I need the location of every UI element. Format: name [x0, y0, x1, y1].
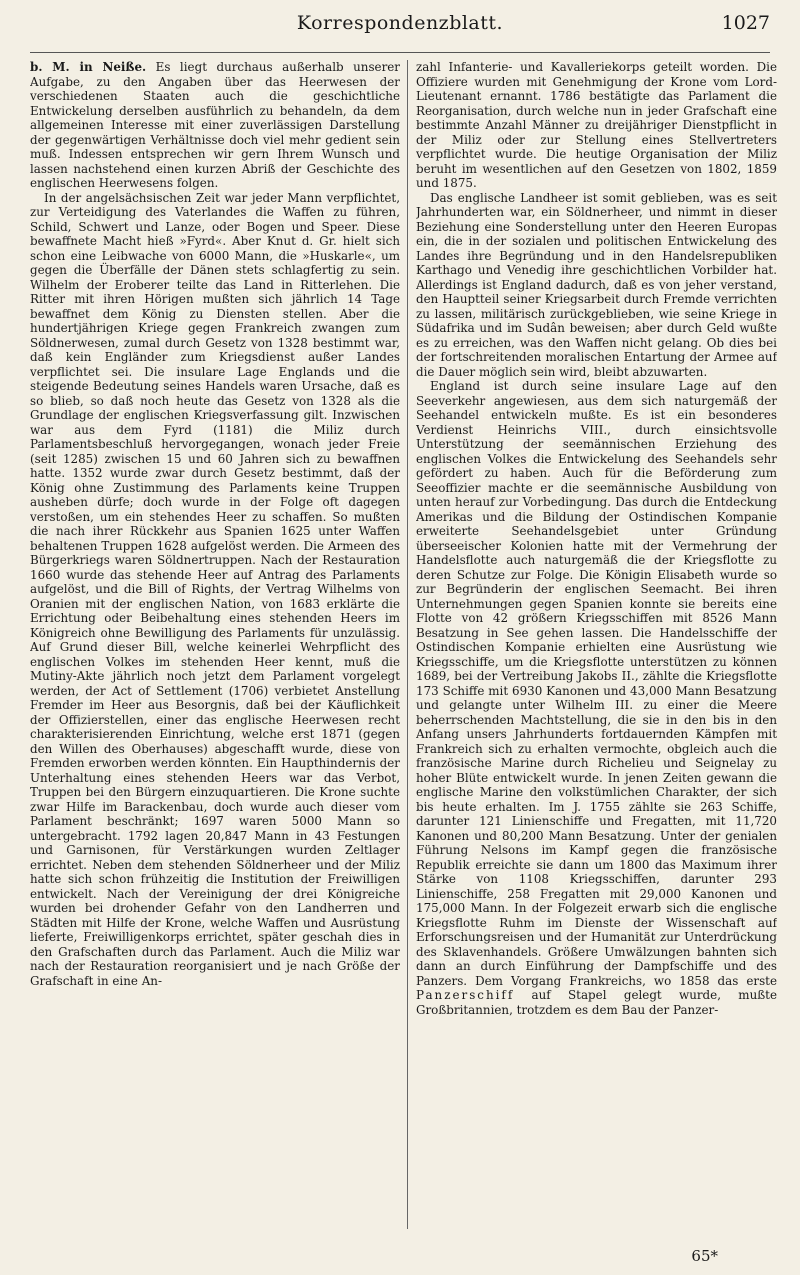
paragraph: Das englische Landheer ist somit geblieben, was es seit Jahrhunderten war, ein Söldnerheer, und nimmt in dieser Beziehung eine Sonderstellung unter den Heeren Europas ein, die in der sozialen und politischen Entwickelung des Landes ihre Begründung und in den Handelsrepubliken Karthago und Venedig ihre geschichtlichen Vorbilder hat. Allerdings ist England dadurch, daß es von jeher verstand, den Hauptteil seiner Kriegsarbeit durch Fremde verrichten zu lassen, militärisch zurückgeblieben, wie seine Kriege in Südafrika und im Sudân beweisen; aber durch Geld wußte es zu erreichen, was den Waffen nicht gelang. Ob dies bei der fortschreitenden moralischen Entartung der Armee auf die Dauer möglich sein wird, bleibt abzuwarten.	[416, 190, 777, 379]
paragraph-text: England ist durch seine insulare Lage auf den Seeverkehr angewiesen, aus dem sich naturgemäß der Seehandel entwickeln mußte. Es ist ein besonderes Verdienst Heinrichs VIII., durch einsichtsvolle Unterstützung der seemännischen Erziehung des englischen Volkes die Entwickelung des Seehandels sehr gefördert zu haben. Auch für die Beförderung zum Seeoffizier machte er die seemännische Ausbildung von unten herauf zur Vorbedingung. Das durch die Entdeckung Amerikas und die Bildung der Ostindischen Kompanie erweiterte Seehandelsgebiet unter Gründung überseeischer Kolonien hatte mit der Vermehrung der Handelsflotte auch naturgemäß die der Kriegsflotte zu deren Schutze zur Folge. Die Königin Elisabeth wurde so zur Begründerin der englischen Seemacht. Bei ihren Unternehmungen gegen Spanien konnte sie bereits eine Flotte von 42 größern Kriegsschiffen mit 8526 Mann Besatzung in See gehen lassen. Die Handelsschiffe der Ostindischen Kompanie erhielten eine Ausrüstung wie Kriegsschiffe, um die Kriegsflotte unterstützen zu können 1689, bei der Vertreibung Jakobs II., zählte die Kriegsflotte 173 Schiffe mit 6930 Kanonen und 43,000 Mann Besatzung und gelangte unter Wilhelm III. zu einer die Meere beherrschenden Machtstellung, die sie in den bis in den Anfang unsers Jahrhunderts fortdauernden Kämpfen mit Frankreich sich zu erhalten vermochte, obgleich auch die französische Marine durch Richelieu und Seignelay zu hoher Blüte entwickelt wurde. In jenen Zeiten gewann die englische Marine den volkstümlichen Charakter, der sich bis heute erhalten. Im J. 1755 zählte sie 263 Schiffe, darunter 121 Linienschiffe und Fregatten, mit 11,720 Kanonen und 80,200 Mann Besatzung. Unter der genialen Führung Nelsons im Kampf gegen die französische Republik erreichte sie dann um 1800 das Maximum ihrer Stärke von 1108 Kriegsschiffen, darunter 293 Linienschiffe, 258 Fregatten mit 29,000 Kanonen und 175,000 Mann. In der Folgezeit erwarb sich die englische Kriegsflotte Ruhm im Dienste der Wissenschaft auf Erforschungsreisen und der Humanität zur Unterdrückung des Sklavenhandels. Größere Umwälzungen bahnten sich dann an durch Einführung der Dampfschiffe und des Panzers. Dem Vorgang Frankreichs, wo 1858 das erste	[416, 379, 777, 988]
running-title: Korrespondenzblatt.	[296, 12, 504, 34]
page-header	[30, 8, 770, 42]
paragraph	[30, 60, 400, 191]
column-divider	[407, 60, 408, 1229]
paragraph	[416, 379, 777, 1017]
paragraph-text: auf Stapel gelegt wurde, mußte Großbritannien, trotzdem es dem Bau der Panzer-	[416, 988, 777, 1017]
page-number: 1027	[721, 12, 770, 34]
left-column	[30, 60, 400, 1229]
correspondent-heading: b. M. in Neiße.	[30, 60, 147, 74]
sheet-signature: 65*	[691, 1247, 718, 1265]
paragraph: In der angelsächsischen Zeit war jeder Mann verpflichtet, zur Verteidigung des Vaterlandes die Waffen zu führen, Schild, Schwert und Lanze, oder Bogen und Speer. Diese bewaffnete Macht hieß »Fyrd«. Aber Knut d. Gr. hielt sich schon eine Leibwache von 6000 Mann, die »Huskarle«, um gegen die Überfälle der Dänen stets schlagfertig zu sein. Wilhelm der Eroberer teilte das Land in Ritterlehen. Die Ritter mit ihren Hörigen mußten sich jährlich 14 Tage bewaffnet dem König zu Diensten stellen. Aber die hundertjährigen Kriege gegen Frankreich zwangen zum Söldnerwesen, zumal durch Gesetz von 1328 bestimmt war, daß kein Engländer zum Kriegsdienst außer Landes verpflichtet sei. Die insulare Lage Englands und die steigende Bedeutung seines Handels waren Ursache, daß es so blieb, so daß noch heute das Gesetz von 1328 als die Grundlage der englischen Kriegsverfassung gilt. Inzwischen war aus dem Fyrd (1181) die Miliz durch Parlamentsbeschluß hervorgegangen, wonach jeder Freie (seit 1285) zwischen 15 und 60 Jahren sich zu bewaffnen hatte. 1352 wurde zwar durch Gesetz bestimmt, daß der König ohne Zustimmung des Parlaments keine Truppen ausheben dürfe; doch wurde in der Folge oft dagegen verstoßen, um ein stehendes Heer zu schaffen. So mußten die nach ihrer Rückkehr aus Spanien 1625 unter Waffen behaltenen Truppen 1628 aufgelöst werden. Die Armeen des Bürgerkriegs waren Söldnertruppen. Nach der Restauration 1660 wurde das stehende Heer auf Antrag des Parlaments aufgelöst, und die Bill of Rights, der Vertrag Wilhelms von Oranien mit der englischen Nation, von 1683 erklärte die Errichtung oder Beibehaltung eines stehenden Heers im Königreich ohne Bewilligung des Parlaments für unzulässig. Auf Grund dieser Bill, welche keinerlei Wehrpflicht des englischen Volkes im stehenden Heer kennt, muß die Mutiny-Akte jährlich noch jetzt dem Parlament vorgelegt werden, der Act of Settlement (1706) verbietet Anstellung Fremder im Heer aus Besorgnis, daß bei der Käuflichkeit der Offizierstellen, einer das englische Heerwesen recht charakterisierenden Einrichtung, welche erst 1871 (gegen den Willen des Oberhauses) abgeschafft wurde, diese von Fremden erworben werden könnten. Ein Haupthindernis der Unterhaltung eines stehenden Heers war das Verbot, Truppen bei den Bürgern einzuquartieren. Die Krone suchte zwar Hilfe im Barackenbau, doch wurde auch dieser vom Parlament beschränkt; 1697 waren 5000 Mann so untergebracht. 1792 lagen 20,847 Mann in 43 Festungen und Garnisonen, für Verstärkungen wurden Zeltlager errichtet. Neben dem stehenden Söldnerheer und der Miliz hatte sich schon frühzeitig die Institution der Freiwilligen entwickelt. Nach der Vereinigung der drei Königreiche wurden bei drohender Gefahr von den Landherren und Städten mit Hilfe der Krone, welche Waffen und Ausrüstung lieferte, Freiwilligenkorps errichtet, später geschah dies in den Grafschaften durch das Parlament. Auch die Miliz war nach der Restauration reorganisiert und je nach Größe der Grafschaft in eine An-	[30, 190, 400, 988]
emphasized-term: Panzerschiff	[416, 988, 515, 1002]
right-column	[416, 60, 777, 1229]
header-rule	[30, 52, 770, 53]
paragraph-text: Es liegt durchaus außerhalb unserer Aufgabe, zu den Angaben über das Heerwesen der verschiedenen Staaten auch die geschichtliche Entwickelung derselben ausführlich zu behandeln, da dem allgemeinen Interesse mit einer zuverlässigen Darstellung der gegenwärtigen Verhältnisse doch viel mehr gedient sein muß. Indessen entsprechen wir gern Ihrem Wunsch und lassen nachstehend einen kurzen Abriß der Geschichte des englischen Heerwesens folgen.	[30, 60, 400, 190]
paragraph: zahl Infanterie- und Kavalleriekorps geteilt worden. Die Offiziere wurden mit Genehmigung der Krone vom Lord-Lieutenant ernannt. 1786 bestätigte das Parlament die Reorganisation, durch welche nun in jeder Grafschaft eine bestimmte Anzahl Männer zu dreijähriger Dienstpflicht in der Miliz oder zur Stellung eines Stellvertreters verpflichtet wurde. Die heutige Organisation der Miliz beruht im wesentlichen auf den Gesetzen von 1802, 1859 und 1875.	[416, 60, 777, 190]
